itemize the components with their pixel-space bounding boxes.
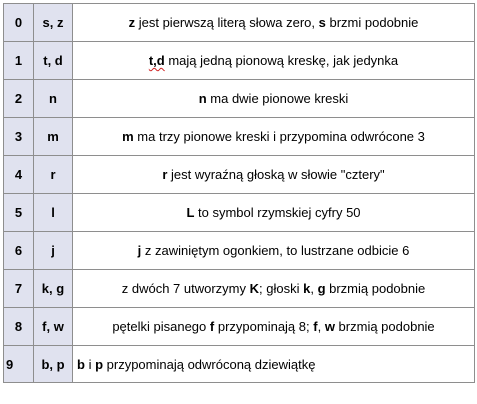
description-text: ; głoski	[259, 281, 304, 296]
bold-letter: s	[318, 15, 326, 30]
bold-letter: m	[122, 129, 134, 144]
description-cell	[73, 308, 475, 346]
letters-cell: r	[34, 156, 73, 194]
letters-cell: b, p	[34, 346, 73, 383]
digit-cell: 4	[4, 156, 34, 194]
table-row	[4, 118, 475, 156]
bold-letter: n	[198, 91, 207, 106]
description-text: przypominają odwróconą dziewiątkę	[103, 356, 316, 372]
description-text: brzmi podobnie	[325, 15, 419, 30]
description-text: ,	[317, 319, 325, 334]
description-cell	[73, 232, 475, 270]
description-text: jest wyraźną głoską w słowie "cztery"	[167, 167, 385, 182]
letters-cell: f, w	[34, 308, 73, 346]
mnemonic-table	[3, 3, 475, 383]
description-text: z zawiniętym ogonkiem, to lustrzane odbicie 6	[141, 243, 410, 258]
table-row	[4, 42, 475, 80]
bold-letter: k	[303, 281, 311, 296]
table-row	[4, 156, 475, 194]
bold-letter: p	[95, 356, 104, 372]
digit-cell: 1	[4, 42, 34, 80]
description-text: mają jedną pionową kreskę, jak jedynka	[164, 53, 399, 68]
digit-cell: 8	[4, 308, 34, 346]
bold-letter: w	[324, 319, 335, 334]
bold-letter: f	[209, 319, 215, 334]
table-row	[4, 194, 475, 232]
description-text: to symbol rzymskiej cyfry 50	[194, 205, 361, 220]
digit-cell: 2	[4, 80, 34, 118]
letters-cell: t, d	[34, 42, 73, 80]
letters-cell: s, z	[34, 4, 73, 42]
digit-cell: 6	[4, 232, 34, 270]
digit-cell: 7	[4, 270, 34, 308]
bold-letter: j	[137, 243, 142, 258]
description-cell	[73, 194, 475, 232]
digit-cell: 3	[4, 118, 34, 156]
table-row	[4, 4, 475, 42]
bold-letter: f	[313, 319, 318, 334]
description-text: z dwóch 7 utworzymy	[121, 281, 250, 296]
table-row	[4, 232, 475, 270]
table-row	[4, 80, 475, 118]
table-row	[4, 308, 475, 346]
bold-letter: K	[249, 281, 260, 296]
bold-letter: t,d	[148, 53, 165, 68]
description-cell	[73, 270, 475, 308]
description-text: brzmią podobnie	[334, 319, 435, 334]
description-cell	[73, 156, 475, 194]
digit-cell: 0	[4, 4, 34, 42]
description-cell	[73, 4, 475, 42]
description-cell	[73, 118, 475, 156]
description-text: pętelki pisanego	[112, 319, 210, 334]
digit-cell: 5	[4, 194, 34, 232]
description-cell	[73, 346, 475, 383]
bold-letter: L	[186, 205, 195, 220]
table-body	[4, 4, 475, 383]
letters-cell: m	[34, 118, 73, 156]
table-row	[4, 346, 475, 383]
description-text: ma dwie pionowe kreski	[206, 91, 349, 106]
description-text: przypominają 8;	[214, 319, 314, 334]
bold-letter: r	[162, 167, 168, 182]
description-cell	[73, 80, 475, 118]
digit-cell: 9	[4, 346, 34, 383]
letters-cell: n	[34, 80, 73, 118]
bold-letter: g	[317, 281, 326, 296]
bold-letter: b	[77, 356, 85, 372]
description-cell	[73, 42, 475, 80]
description-text: jest pierwszą literą słowa zero,	[135, 15, 319, 30]
description-text: ma trzy pionowe kreski i przypomina odwrócone 3	[133, 129, 425, 144]
letters-cell: l	[34, 194, 73, 232]
letters-cell: k, g	[34, 270, 73, 308]
description-text: brzmią podobnie	[325, 281, 426, 296]
table-row	[4, 270, 475, 308]
description-text: ,	[310, 281, 318, 296]
bold-letter: z	[128, 15, 136, 30]
description-text: i	[84, 356, 96, 372]
letters-cell: j	[34, 232, 73, 270]
